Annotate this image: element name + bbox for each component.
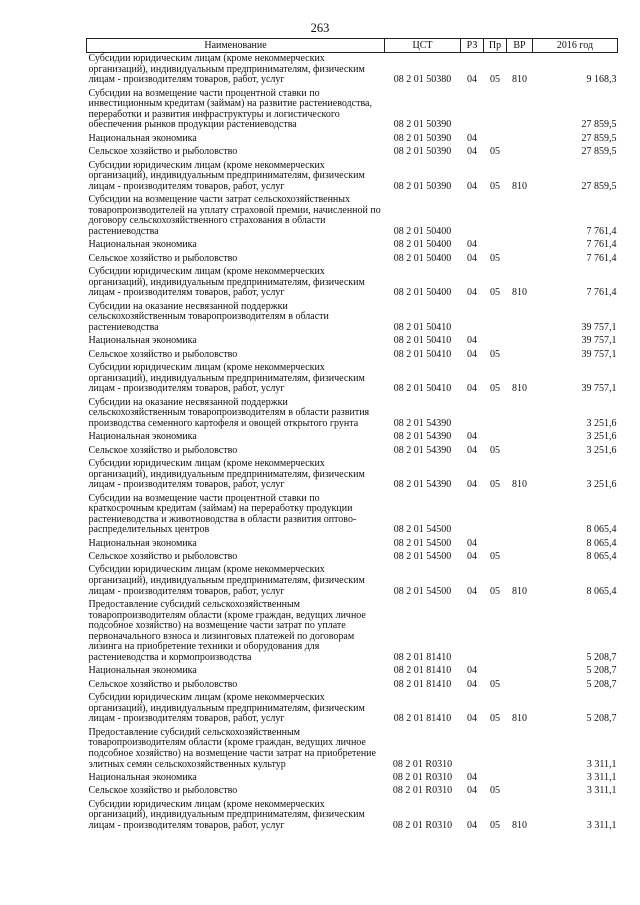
cell-pr [484, 88, 507, 133]
cell-amount: 8 065,4 [586, 537, 617, 549]
cell-amount: 27 859,5 [581, 132, 617, 144]
cell-vr [507, 551, 533, 564]
cell-amount: 5 208,7 [586, 713, 617, 725]
cell-pr: 05 [490, 444, 500, 456]
table-row [87, 551, 618, 564]
cell-rz [461, 301, 484, 336]
cell-name: Субсидии на возмещение части затрат сельскохозяйственных товаропроизводителей на уплату страховой премии, начисленной по договору сельскохозяйственного страхования в области растениеводства [88, 194, 381, 237]
cell-pr: 05 [490, 252, 500, 264]
cell-name: Субсидии на возмещение части процентной ставки по инвестиционным кредитам (займам) на развитие растениеводства, переработки и развития инфраструктуры и логистического обеспечения рынков продукции растениеводства [88, 87, 372, 131]
header-pr: Пр [484, 39, 507, 53]
cell-name: Субсидии юридическим лицам (кроме некоммерческих организаций), индивидуальным предпринимателям, физическим лицам - производителям товаров, работ, услуг [88, 53, 365, 86]
cell-amount: 7 761,4 [586, 239, 617, 251]
cell-pr: 05 [490, 146, 500, 158]
cell-amount: 39 757,1 [581, 321, 617, 333]
header-rz: РЗ [461, 39, 484, 53]
table-row [87, 133, 618, 146]
cell-pr [484, 665, 507, 678]
cell-vr [507, 785, 533, 798]
cell-vr: 810 [512, 713, 527, 725]
cell-cst: 08 2 01 50390 [393, 180, 452, 192]
cell-rz: 04 [467, 335, 477, 347]
cell-name: Национальная экономика [88, 771, 197, 783]
cell-rz: 04 [467, 132, 477, 144]
cell-vr: 810 [512, 383, 527, 395]
cell-rz: 04 [467, 431, 477, 443]
cell-rz: 04 [467, 74, 477, 86]
cell-rz: 04 [467, 444, 477, 456]
cell-amount: 7 761,4 [586, 252, 617, 264]
cell-rz: 04 [467, 771, 477, 783]
table-row [87, 599, 618, 665]
table-row [87, 349, 618, 362]
table-row [87, 727, 618, 772]
cell-vr [507, 253, 533, 266]
cell-name: Национальная экономика [88, 335, 197, 347]
cell-name: Субсидии на оказание несвязанной поддержки сельскохозяйственным товаропроизводителям в области растениеводства [88, 300, 329, 333]
cell-cst: 08 2 01 50400 [393, 225, 452, 237]
cell-pr: 05 [490, 180, 500, 192]
cell-cst: 08 2 01 50380 [393, 74, 452, 86]
cell-vr [507, 397, 533, 432]
cell-cst: 08 2 01 50400 [393, 239, 452, 251]
table-row [87, 458, 618, 493]
table-row [87, 665, 618, 678]
cell-cst: 08 2 01 R0310 [392, 785, 453, 797]
cell-amount: 8 065,4 [586, 551, 617, 563]
cell-vr: 810 [512, 287, 527, 299]
cell-name: Субсидии юридическим лицам (кроме некоммерческих организаций), индивидуальным предпринимателям, физическим лицам - производителям товаров, работ, услуг [88, 457, 365, 491]
cell-pr: 05 [490, 785, 500, 797]
cell-name: Субсидии юридическим лицам (кроме некоммерческих организаций), индивидуальным предпринимателям, физическим лицам - производителям товаров, работ, услуг [88, 159, 365, 192]
cell-rz: 04 [467, 537, 477, 549]
table-row [87, 445, 618, 458]
cell-rz: 04 [467, 819, 477, 831]
cell-cst: 08 2 01 50400 [393, 287, 452, 299]
cell-vr [507, 335, 533, 348]
cell-amount: 27 859,5 [581, 119, 617, 131]
cell-vr [507, 301, 533, 336]
cell-amount: 3 311,1 [586, 771, 617, 783]
cell-name: Сельское хозяйство и рыболовство [88, 444, 238, 456]
cell-rz [461, 194, 484, 239]
cell-name: Сельское хозяйство и рыболовство [88, 252, 238, 264]
header-name: Наименование [87, 39, 385, 53]
cell-pr: 05 [490, 287, 500, 299]
cell-pr [484, 335, 507, 348]
table-row [87, 799, 618, 834]
table-row [87, 239, 618, 252]
cell-name: Сельское хозяйство и рыболовство [88, 146, 238, 158]
table-row [87, 266, 618, 301]
cell-cst: 08 2 01 R0310 [392, 771, 453, 783]
cell-rz: 04 [467, 287, 477, 299]
cell-name: Сельское хозяйство и рыболовство [88, 348, 238, 360]
cell-rz: 04 [467, 678, 477, 690]
cell-pr [484, 239, 507, 252]
cell-pr [484, 431, 507, 444]
cell-pr: 05 [490, 74, 500, 86]
table-row [87, 194, 618, 239]
table-row [87, 431, 618, 444]
cell-pr [484, 538, 507, 551]
cell-pr: 05 [490, 585, 500, 597]
cell-cst: 08 2 01 R0310 [392, 758, 453, 770]
header-year: 2016 год [533, 39, 618, 53]
cell-name: Субсидии юридическим лицам (кроме некоммерческих организаций), индивидуальным предпринимателям, физическим лицам - производителям товаров, работ, услуг [88, 798, 365, 831]
cell-pr: 05 [490, 551, 500, 563]
cell-rz [461, 88, 484, 133]
table-row [87, 564, 618, 599]
cell-vr [507, 88, 533, 133]
cell-vr [507, 133, 533, 146]
cell-name: Предоставление субсидий сельскохозяйственным товаропроизводителям области (кроме граждан, ведущих личное подсобное хозяйство) на возмещение части затрат по уплате первоначального взноса и лизинговых платежей по договорам лизинга на приобретение техники и оборудования для растениеводства и кормопроизводства [88, 599, 366, 664]
cell-name: Национальная экономика [88, 431, 197, 443]
cell-vr [507, 349, 533, 362]
cell-cst: 08 2 01 54390 [393, 444, 452, 456]
table-row [87, 53, 618, 88]
cell-vr [507, 431, 533, 444]
cell-amount: 5 208,7 [586, 652, 617, 664]
cell-cst: 08 2 01 81410 [393, 678, 452, 690]
cell-amount: 3 311,1 [586, 758, 617, 770]
cell-amount: 3 251,6 [586, 431, 617, 443]
cell-pr [484, 599, 507, 665]
header-cst: ЦСТ [385, 39, 461, 53]
cell-cst: 08 2 01 81410 [393, 665, 452, 677]
cell-rz: 04 [467, 785, 477, 797]
cell-amount: 39 757,1 [581, 335, 617, 347]
cell-amount: 27 859,5 [581, 146, 617, 158]
cell-cst: 08 2 01 50390 [393, 132, 452, 144]
table-row [87, 785, 618, 798]
cell-rz [461, 397, 484, 432]
cell-pr [484, 133, 507, 146]
cell-name: Предоставление субсидий сельскохозяйственным товаропроизводителям области (кроме граждан, ведущих личное подсобное хозяйство) на возмещение части затрат на приобретение элитных семян сельскохозяйственных культур [88, 726, 376, 770]
table-body [87, 53, 618, 834]
cell-pr [484, 772, 507, 785]
cell-cst: 08 2 01 50410 [393, 335, 452, 347]
cell-rz: 04 [467, 551, 477, 563]
cell-pr: 05 [490, 819, 500, 831]
cell-vr [507, 538, 533, 551]
cell-cst: 08 2 01 54500 [393, 551, 452, 563]
cell-vr [507, 665, 533, 678]
cell-name: Субсидии на оказание несвязанной поддержки сельскохозяйственным товаропроизводителям в области развития производства семенного картофеля и овощей открытого грунта [88, 396, 370, 429]
table-row [87, 538, 618, 551]
table-row [87, 397, 618, 432]
table-row [87, 692, 618, 727]
table-row [87, 160, 618, 195]
cell-amount: 39 757,1 [581, 383, 617, 395]
table-row [87, 772, 618, 785]
cell-cst: 08 2 01 54500 [393, 524, 452, 536]
cell-rz [461, 599, 484, 665]
cell-amount: 3 251,6 [586, 479, 617, 491]
cell-cst: 08 2 01 54500 [393, 585, 452, 597]
cell-rz: 04 [467, 713, 477, 725]
cell-name: Национальная экономика [88, 537, 197, 549]
cell-pr: 05 [490, 479, 500, 491]
cell-pr: 05 [490, 348, 500, 360]
cell-amount: 7 761,4 [586, 287, 617, 299]
cell-vr [507, 493, 533, 538]
cell-pr: 05 [490, 678, 500, 690]
cell-amount: 8 065,4 [586, 585, 617, 597]
table-row [87, 493, 618, 538]
cell-amount: 7 761,4 [586, 225, 617, 237]
cell-vr [507, 194, 533, 239]
cell-rz [461, 493, 484, 538]
cell-vr: 810 [512, 479, 527, 491]
cell-name: Национальная экономика [88, 239, 197, 251]
cell-vr [507, 239, 533, 252]
cell-cst: 08 2 01 54390 [393, 479, 452, 491]
cell-amount: 5 208,7 [586, 665, 617, 677]
header-vr: ВР [507, 39, 533, 53]
cell-rz: 04 [467, 383, 477, 395]
cell-vr: 810 [512, 585, 527, 597]
cell-pr: 05 [490, 713, 500, 725]
cell-name: Сельское хозяйство и рыболовство [88, 551, 238, 563]
cell-vr: 810 [512, 180, 527, 192]
cell-name: Субсидии юридическим лицам (кроме некоммерческих организаций), индивидуальным предпринимателям, физическим лицам - производителям товаров, работ, услуг [88, 564, 365, 597]
cell-cst: 08 2 01 50400 [393, 252, 452, 264]
cell-name: Субсидии юридическим лицам (кроме некоммерческих организаций), индивидуальным предпринимателям, физическим лицам - производителям товаров, работ, услуг [88, 692, 365, 725]
table-row [87, 301, 618, 336]
cell-cst: 08 2 01 54390 [393, 417, 452, 429]
page-number: 263 [310, 21, 330, 35]
cell-rz: 04 [467, 239, 477, 251]
cell-name: Субсидии юридическим лицам (кроме некоммерческих организаций), индивидуальным предпринимателям, физическим лицам - производителям товаров, работ, услуг [88, 362, 365, 395]
cell-amount: 5 208,7 [586, 678, 617, 690]
cell-name: Субсидии юридическим лицам (кроме некоммерческих организаций), индивидуальным предпринимателям, физическим лицам - производителям товаров, работ, услуг [88, 266, 365, 299]
table-row [87, 88, 618, 133]
cell-vr: 810 [512, 819, 527, 831]
table-row [87, 146, 618, 159]
cell-pr [484, 493, 507, 538]
cell-cst: 08 2 01 50410 [393, 348, 452, 360]
cell-amount: 27 859,5 [581, 180, 617, 192]
cell-vr [507, 679, 533, 692]
cell-cst: 08 2 01 50390 [393, 119, 452, 131]
cell-cst: 08 2 01 54390 [393, 431, 452, 443]
cell-name: Сельское хозяйство и рыболовство [88, 678, 238, 690]
cell-pr [484, 397, 507, 432]
cell-cst: 08 2 01 50410 [393, 383, 452, 395]
cell-amount: 3 251,6 [586, 444, 617, 456]
cell-pr: 05 [490, 383, 500, 395]
cell-vr [507, 445, 533, 458]
cell-name: Сельское хозяйство и рыболовство [88, 785, 238, 797]
cell-name: Национальная экономика [88, 132, 197, 144]
cell-vr [507, 772, 533, 785]
cell-rz [461, 727, 484, 772]
cell-cst: 08 2 01 50410 [393, 321, 452, 333]
cell-vr [507, 146, 533, 159]
table-row [87, 362, 618, 397]
cell-amount: 3 311,1 [586, 819, 617, 831]
cell-amount: 9 168,3 [586, 74, 617, 86]
cell-rz: 04 [467, 585, 477, 597]
cell-pr [484, 727, 507, 772]
cell-cst: 08 2 01 54500 [393, 537, 452, 549]
cell-cst: 08 2 01 81410 [393, 713, 452, 725]
cell-name: Национальная экономика [88, 665, 197, 677]
cell-cst: 08 2 01 81410 [393, 652, 452, 664]
cell-name: Субсидии на возмещение части процентной ставки по краткосрочным кредитам (займам) на переработку продукции растениеводства и животноводства в области развития оптово-распределительных центров [88, 492, 357, 536]
cell-vr: 810 [512, 74, 527, 86]
cell-pr [484, 194, 507, 239]
cell-rz: 04 [467, 479, 477, 491]
cell-rz: 04 [467, 665, 477, 677]
table-row [87, 335, 618, 348]
cell-amount: 3 311,1 [586, 785, 617, 797]
cell-rz: 04 [467, 252, 477, 264]
cell-rz: 04 [467, 180, 477, 192]
cell-amount: 8 065,4 [586, 524, 617, 536]
table-header-row [87, 39, 618, 53]
cell-rz: 04 [467, 348, 477, 360]
table-row [87, 679, 618, 692]
table-row [87, 253, 618, 266]
cell-amount: 39 757,1 [581, 348, 617, 360]
cell-vr [507, 727, 533, 772]
cell-cst: 08 2 01 R0310 [392, 819, 453, 831]
budget-table [86, 38, 618, 833]
cell-pr [484, 301, 507, 336]
cell-amount: 3 251,6 [586, 417, 617, 429]
cell-rz: 04 [467, 146, 477, 158]
cell-vr [507, 599, 533, 665]
cell-cst: 08 2 01 50390 [393, 146, 452, 158]
